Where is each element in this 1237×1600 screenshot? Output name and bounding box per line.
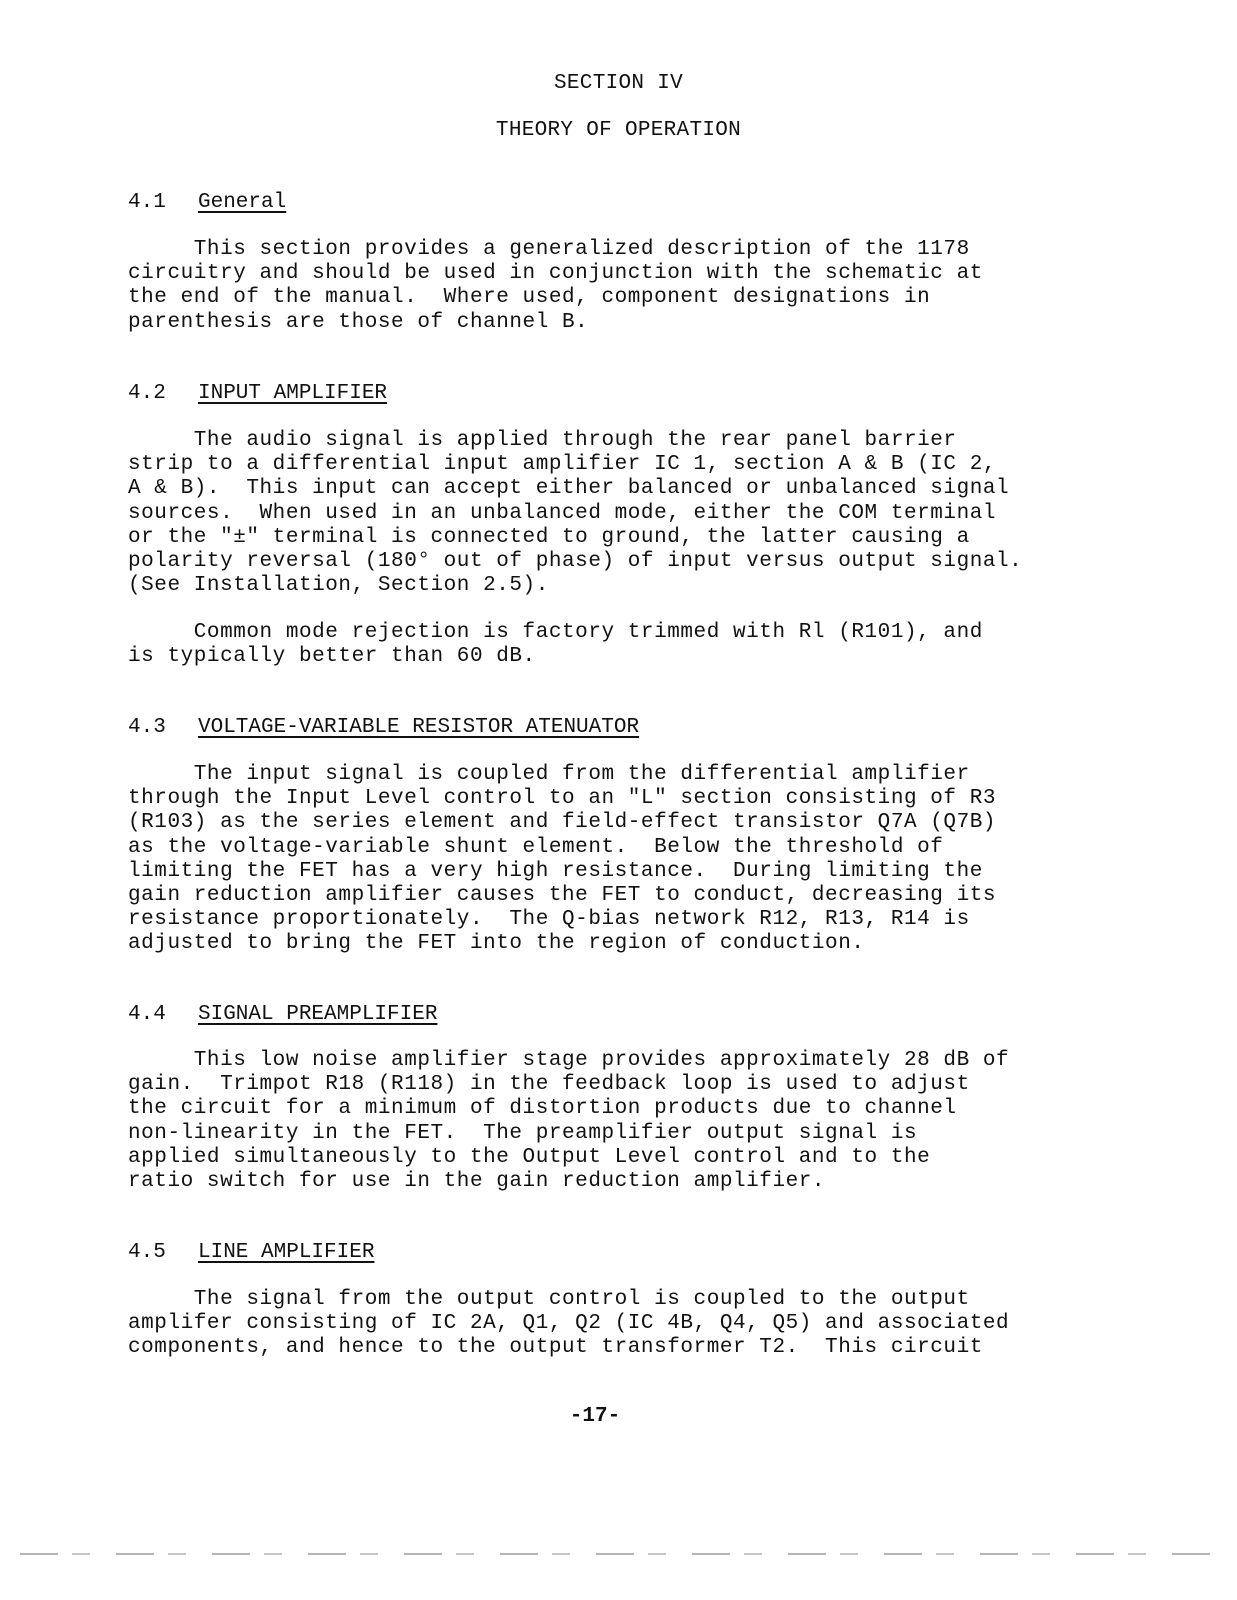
text-line: polarity reversal (180° out of phase) of input versus output signal.: [128, 550, 1023, 574]
text-line: The audio signal is applied through the rear panel barrier: [128, 429, 957, 452]
text-line: non-linearity in the FET. The preamplifier output signal is: [128, 1121, 918, 1145]
heading-title: LINE AMPLIFIER: [198, 1241, 375, 1264]
text-line: as the voltage-variable shunt element. Below the threshold of: [128, 835, 944, 859]
heading-title: General: [198, 191, 287, 214]
page-number: -17-: [569, 1405, 621, 1428]
heading-4-1: [128, 191, 286, 214]
text-line: (R103) as the series element and field-effect transistor Q7A (Q7B): [128, 811, 997, 835]
heading-title: VOLTAGE-VARIABLE RESISTOR ATENUATOR: [198, 716, 640, 739]
text-line: the end of the manual. Where used, component designations in: [128, 286, 931, 310]
text-line: strip to a differential input amplifier IC 1, section A & B (IC 2,: [128, 453, 997, 477]
heading-4-2: [128, 382, 387, 405]
text-line: amplifer consisting of IC 2A, Q1, Q2 (IC 4B, Q4, Q5) and associated: [128, 1312, 1010, 1336]
text-line: applied simultaneously to the Output Level control and to the: [128, 1145, 931, 1169]
text-line: gain reduction amplifier causes the FET to conduct, decreasing its: [128, 884, 997, 908]
heading-number: 4.5: [128, 1241, 166, 1264]
heading-4-4: [128, 1003, 437, 1026]
text-line: the circuit for a minimum of distortion products due to channel: [128, 1097, 957, 1121]
text-line: limiting the FET has a very high resistance. During limiting the: [128, 859, 983, 883]
text-line: The signal from the output control is coupled to the output: [128, 1288, 970, 1311]
paragraph-4-1-a: [128, 238, 983, 335]
text-line: This low noise amplifier stage provides approximately 28 dB of: [128, 1049, 1010, 1072]
heading-title: INPUT AMPLIFIER: [198, 382, 388, 405]
text-line: parenthesis are those of channel B.: [128, 310, 589, 334]
text-line: through the Input Level control to an "L" section consisting of R3: [128, 787, 997, 811]
heading-4-3: [128, 716, 639, 739]
text-line: A & B). This input can accept either balanced or unbalanced signal: [128, 477, 1010, 501]
text-line: circuitry and should be used in conjunction with the schematic at: [128, 262, 983, 286]
text-line: or the "±" terminal is connected to ground, the latter causing a: [128, 525, 970, 549]
text-line: sources. When used in an unbalanced mode, either the COM terminal: [128, 501, 997, 525]
section-title: THEORY OF OPERATION: [495, 119, 742, 142]
paragraph-4-2-b: [128, 621, 983, 669]
scan-edge-artifact: [20, 1553, 1220, 1555]
heading-4-5: [128, 1241, 374, 1264]
text-line: components, and hence to the output transformer T2. This circuit: [128, 1336, 983, 1360]
heading-number: 4.1: [128, 191, 166, 214]
heading-number: 4.4: [128, 1003, 166, 1026]
text-line: adjusted to bring the FET into the region of conduction.: [128, 932, 865, 956]
text-line: The input signal is coupled from the differential amplifier: [128, 763, 970, 786]
paragraph-4-2-a: [128, 429, 1022, 598]
paragraph-4-4-a: [128, 1049, 1009, 1194]
section-label: SECTION IV: [553, 72, 684, 95]
text-line: is typically better than 60 dB.: [128, 645, 536, 669]
text-line: This section provides a generalized description of the 1178: [128, 238, 970, 261]
text-line: Common mode rejection is factory trimmed with Rl (R101), and: [128, 621, 983, 644]
heading-title: SIGNAL PREAMPLIFIER: [198, 1003, 438, 1026]
paragraph-4-5-a: [128, 1288, 1009, 1361]
heading-number: 4.3: [128, 716, 166, 739]
text-line: resistance proportionately. The Q-bias network R12, R13, R14 is: [128, 908, 970, 932]
text-line: gain. Trimpot R18 (R118) in the feedback loop is used to adjust: [128, 1073, 970, 1097]
text-line: (See Installation, Section 2.5).: [128, 574, 549, 598]
heading-number: 4.2: [128, 382, 166, 405]
text-line: ratio switch for use in the gain reduction amplifier.: [128, 1170, 826, 1194]
paragraph-4-3-a: [128, 763, 996, 957]
